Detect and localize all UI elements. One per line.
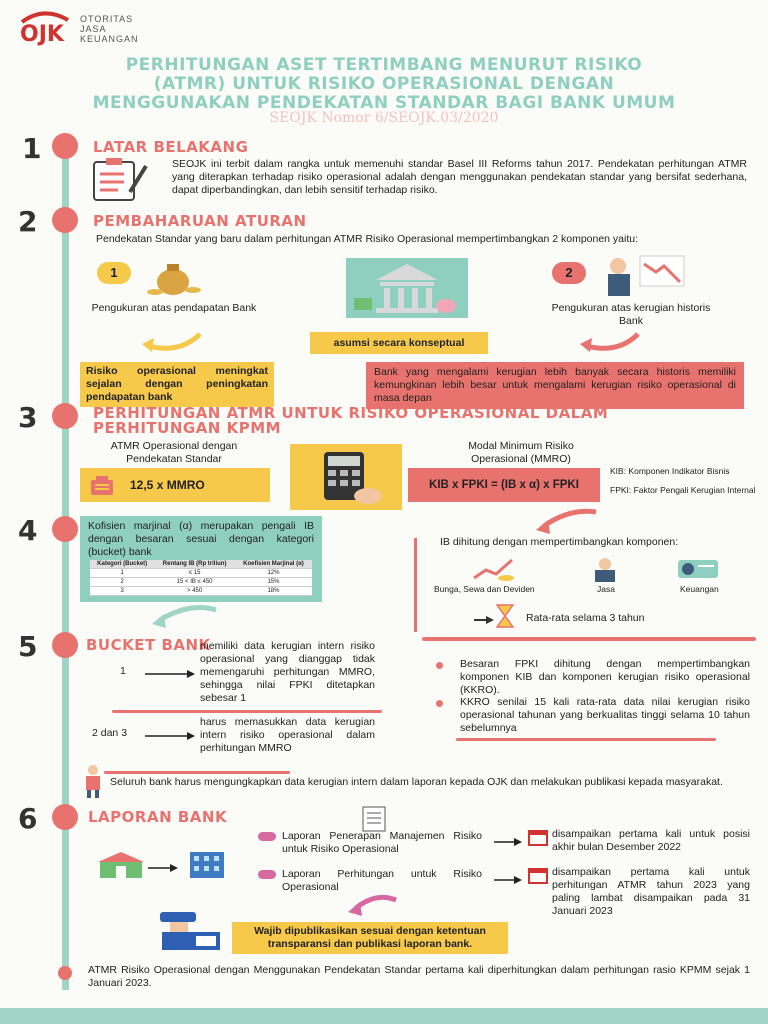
bottom-bar bbox=[0, 1008, 768, 1024]
mmro-formula-box bbox=[408, 468, 600, 502]
table-header: Koefisien Marjinal (α) bbox=[235, 560, 312, 569]
disclosure-note: Seluruh bank harus mengungkapkan data kerugian intern dalam laporan kepada OJK dan melakukan publikasi kepada masyarakat. bbox=[110, 776, 723, 788]
report-2-due: disampaikan pertama kali untuk perhitungan ATMR tahun 2023 yang paling lambat disampaikan pada 31 Januari 2023 bbox=[552, 866, 750, 917]
calendar-icon bbox=[528, 828, 548, 851]
table-cell: 15% bbox=[235, 578, 312, 587]
arrow-down-icon bbox=[140, 604, 220, 639]
org-name bbox=[80, 14, 139, 44]
interest-icon bbox=[472, 556, 516, 587]
bullet-dot bbox=[436, 662, 443, 669]
section-number: 3 bbox=[18, 401, 38, 434]
calculator-illustration bbox=[290, 444, 402, 510]
table-header: Kategori (Bucket) bbox=[90, 560, 154, 569]
report-1-due: disampaikan pertama kali untuk posisi akhir bulan Desember 2022 bbox=[552, 828, 750, 853]
title-line: (ATMR) UNTUK RISIKO OPERASIONAL DENGAN bbox=[153, 74, 615, 94]
section-number: 2 bbox=[18, 205, 38, 238]
report-2: Laporan Perhitungan untuk Risiko Operasional bbox=[282, 868, 482, 893]
section-dot bbox=[52, 403, 78, 429]
service-icon bbox=[590, 556, 620, 587]
ib-bracket bbox=[414, 538, 417, 632]
regulation-intro: Pendekatan Standar yang baru dalam perhitungan ATMR Risiko Operasional mempertimbangkan 2 komponen yaitu: bbox=[96, 233, 639, 245]
title-line: PERHITUNGAN ASET TERTIMBANG MENURUT RISIKO bbox=[125, 55, 643, 75]
section-heading: LAPORAN BANK bbox=[88, 808, 228, 826]
bullet-dot bbox=[436, 700, 443, 707]
badge-number: 1 bbox=[110, 265, 118, 280]
conceptual-assumption-box bbox=[310, 332, 488, 354]
section-dot bbox=[52, 207, 78, 233]
loss-chart-icon bbox=[600, 252, 690, 298]
income-risk-box: Risiko operasional meningkat sejalan dengan peningkatan pendapatan bank bbox=[80, 362, 274, 407]
arrow-right-icon bbox=[494, 872, 522, 890]
shop-icon bbox=[96, 852, 146, 885]
table-cell: 18% bbox=[235, 587, 312, 596]
table-row bbox=[90, 587, 312, 596]
interest-label: Bunga, Sewa dan Deviden bbox=[434, 584, 535, 594]
section-dot bbox=[52, 632, 78, 658]
bullet-dot bbox=[58, 966, 72, 980]
kkro-bullet: KKRO senilai 15 kali rata-rata data nilai kerugian risiko operasional tahunan yang berkualitas tinggi selama 10 tahun sebelumnya bbox=[460, 696, 750, 734]
box-text: asumsi secara konseptual bbox=[333, 337, 465, 349]
section-number: 4 bbox=[18, 514, 38, 547]
timeline-line bbox=[62, 150, 69, 990]
table-header: Rentang IB (Rp triliun) bbox=[154, 560, 235, 569]
service-label: Jasa bbox=[597, 584, 615, 594]
arrow-right-icon bbox=[145, 666, 195, 684]
loss-history-box: Bank yang mengalami kerugian lebih banyak secara historis memiliki kemungkinan lebih besar untuk mengalami kerugian risiko operasional di masa depan bbox=[366, 362, 744, 409]
divider bbox=[104, 771, 290, 774]
component-2-label: Pengukuran atas kerugian historis Bank bbox=[551, 302, 711, 327]
org-line: JASA bbox=[80, 24, 107, 34]
fpki-bullet: Besaran FPKI dihitung dengan mempertimbangkan komponen KIB dan komponen kerugian risiko operasional (KKRO). bbox=[460, 658, 750, 696]
section-dot bbox=[52, 516, 78, 542]
component-badge bbox=[552, 262, 586, 284]
arrow-right-icon bbox=[494, 834, 522, 852]
atmr-formula: 12,5 x MMRO bbox=[130, 478, 205, 492]
title-line: MENGGUNAKAN PENDEKATAN STANDAR BAGI BANK UMUM bbox=[92, 93, 676, 113]
table-cell: 1 bbox=[90, 569, 154, 578]
hourglass-icon bbox=[496, 604, 514, 633]
background-text: SEOJK ini terbit dalam rangka untuk memenuhi standar Basel III Reforms tahun 2017. Pendekatan perhitungan ATMR yang diterapkan terhadap risiko operasional adalah dengan menggunakan pendekatan standar yang bersifat sederhana, dapat diperbandingkan, dan lebih sensitif terhadap risiko. bbox=[172, 158, 747, 196]
bucket-1-text: memiliki data kerugian intern risiko operasional yang dianggap tidak memengaruhi perhitungan MMRO, sehingga nilai FPKI ditetapkan sebesar 1 bbox=[200, 640, 375, 704]
section-number: 5 bbox=[18, 630, 38, 663]
heading-line: PERHITUNGAN ATMR UNTUK RISIKO OPERASIONAL DALAM bbox=[93, 404, 609, 422]
table-cell: > 450 bbox=[154, 587, 235, 596]
finance-icon bbox=[676, 556, 720, 587]
arrow-curve-icon bbox=[340, 894, 400, 925]
section-number: 6 bbox=[18, 802, 38, 835]
arrow-right-icon bbox=[148, 860, 178, 878]
heading-line: PERHITUNGAN KPMM bbox=[93, 419, 282, 437]
org-line: KEUANGAN bbox=[80, 34, 139, 44]
bullet-dot bbox=[258, 870, 276, 879]
table-cell: 15 < IB ≤ 450 bbox=[154, 578, 235, 587]
section-heading: LATAR BELAKANG bbox=[93, 138, 249, 156]
component-1-label: Pengukuran atas pendapatan Bank bbox=[91, 302, 257, 314]
coefficient-box bbox=[80, 516, 322, 602]
bucket-2-label: 2 dan 3 bbox=[92, 727, 128, 739]
bank-icon bbox=[346, 258, 468, 318]
bucket-table bbox=[90, 560, 312, 596]
section-heading: PEMBAHARUAN ATURAN bbox=[93, 212, 307, 230]
component-badge bbox=[97, 262, 131, 284]
section-heading: BUCKET BANK bbox=[86, 636, 211, 654]
report-1: Laporan Penerapan Manajemen Risiko untuk Risiko Operasional bbox=[282, 830, 482, 855]
arrow-right-icon bbox=[578, 330, 642, 363]
section-dot bbox=[52, 804, 78, 830]
org-line: OTORITAS bbox=[80, 14, 134, 24]
table-cell: 12% bbox=[235, 569, 312, 578]
coefficient-text: Kofisien marjinal (α) merupakan pengali IB dengan besaran sesuai dengan kategori (bucket) bank bbox=[88, 520, 314, 558]
ojk-logo bbox=[18, 10, 70, 48]
table-cell: 2 bbox=[90, 578, 154, 587]
arrow-left-icon bbox=[140, 330, 204, 363]
footer-note: ATMR Risiko Operasional dengan Menggunakan Pendekatan Standar pertama kali diperhitungkan dalam perhitungan rasio KPMM sejak 1 Januari 2023. bbox=[88, 964, 750, 989]
divider bbox=[112, 710, 382, 713]
logo-text: OJK bbox=[20, 22, 64, 47]
bucket-1-label: 1 bbox=[120, 665, 126, 677]
calculator-icon bbox=[90, 476, 114, 501]
ojk-building-icon bbox=[182, 846, 232, 885]
table-cell: ≤ 15 bbox=[154, 569, 235, 578]
table-row bbox=[90, 578, 312, 587]
mmro-formula: KIB x FPKI = (IB x α) x FPKI bbox=[429, 479, 579, 491]
table-cell: 3 bbox=[90, 587, 154, 596]
officer-icon bbox=[156, 906, 222, 955]
page-title bbox=[20, 56, 748, 113]
mmro-label: Modal Minimum Risiko Operasional (MMRO) bbox=[468, 440, 574, 465]
person-icon bbox=[82, 764, 104, 803]
bucket-2-text: harus memasukkan data kerugian intern risiko operasional dalam perhitungan MMRO bbox=[200, 716, 375, 754]
ib-intro: IB dihitung dengan mempertimbangkan komponen: bbox=[440, 536, 679, 548]
fpki-note: FPKI: Faktor Pengali Kerugian Internal bbox=[610, 485, 756, 495]
section-number: 1 bbox=[22, 132, 42, 165]
publication-box: Wajib dipublikasikan sesuai dengan ketentuan transparansi dan publikasi laporan bank. bbox=[232, 922, 508, 954]
divider bbox=[422, 637, 756, 641]
calendar-icon bbox=[528, 866, 548, 889]
section-dot bbox=[52, 133, 78, 159]
money-bag-icon bbox=[145, 260, 205, 296]
table-row bbox=[90, 569, 312, 578]
badge-number: 2 bbox=[565, 265, 573, 280]
arrow-right-icon bbox=[145, 728, 195, 746]
arrow-small-icon bbox=[474, 612, 494, 630]
atmr-label: ATMR Operasional dengan Pendekatan Standar bbox=[110, 440, 238, 465]
table-header-row bbox=[90, 560, 312, 569]
clipboard-icon bbox=[90, 156, 150, 202]
finance-label: Keuangan bbox=[680, 584, 719, 594]
page-subtitle: SEOJK Nomor 6/SEOJK.03/2020 bbox=[269, 110, 499, 126]
atmr-formula-box bbox=[80, 468, 270, 502]
bullet-dot bbox=[258, 832, 276, 841]
section-heading bbox=[93, 406, 608, 436]
divider bbox=[456, 738, 716, 741]
average-text: Rata-rata selama 3 tahun bbox=[526, 612, 645, 624]
kib-note: KIB: Komponen Indikator Bisnis bbox=[610, 466, 730, 476]
